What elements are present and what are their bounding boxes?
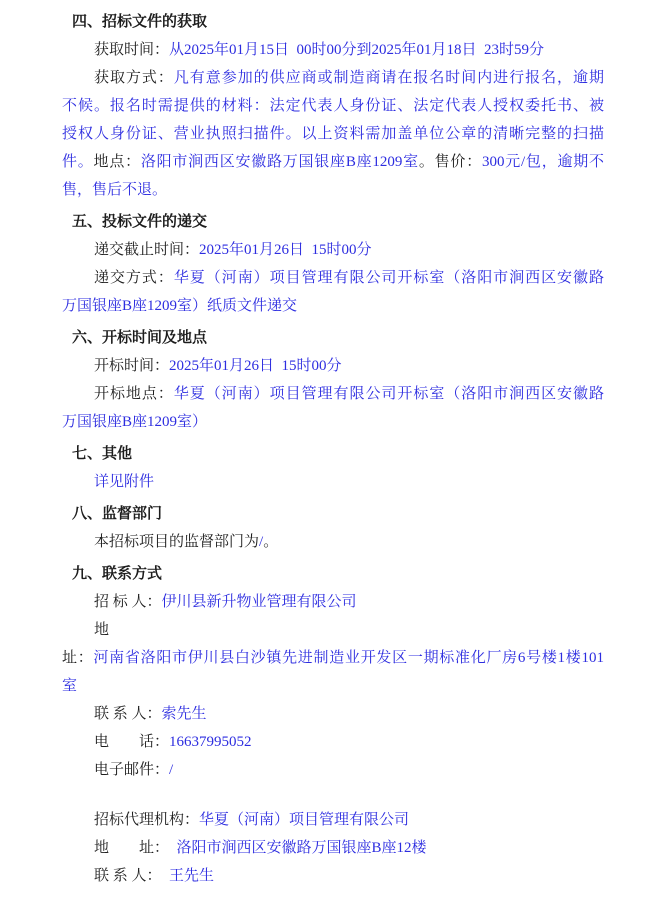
- field-value: 300元/包，逾期不: [481, 154, 604, 170]
- document-line: [62, 834, 604, 862]
- section-8-title: 八、监督部门: [72, 506, 163, 522]
- document-line: [62, 806, 604, 834]
- section-heading: [62, 8, 604, 36]
- field-label: 电子邮件：: [94, 762, 170, 778]
- section-heading: [62, 560, 604, 588]
- field-value: 室: [62, 678, 78, 694]
- field-value: 不候。报名时需提供的材料：法定代表人身份证、法定代表人授权委托书、被: [62, 98, 604, 114]
- section-7-title: 七、其他: [72, 446, 133, 462]
- tenderee-contact: 索先生: [161, 706, 207, 722]
- document-line: [62, 408, 604, 436]
- field-label: 。售价：: [418, 154, 482, 170]
- attachment-link[interactable]: 详见附件: [94, 474, 155, 490]
- section-heading: [62, 500, 604, 528]
- field-label: 址：: [62, 650, 94, 666]
- field-value: 华夏（河南）项目管理有限公司开标室（洛阳市涧西区安徽路: [173, 270, 604, 286]
- tenderee-email: /: [169, 762, 174, 778]
- section-6-title: 六、开标时间及地点: [72, 330, 208, 346]
- field-value: 售，售后不退。: [62, 182, 168, 198]
- agency-name: 华夏（河南）项目管理有限公司: [199, 812, 410, 828]
- section-heading: [62, 440, 604, 468]
- field-label: 递交截止时间：: [94, 242, 200, 258]
- field-value: /: [259, 534, 264, 550]
- field-value: 2025年01月26日 15时00分: [199, 242, 372, 258]
- field-label: 获取方式：: [94, 70, 174, 86]
- field-value: 件。: [62, 154, 94, 170]
- field-value: 授权人身份证、营业执照扫描件。以上资料需加盖单位公章的清晰完整的扫描: [62, 126, 604, 142]
- document-line: [62, 176, 604, 204]
- field-value: 华夏（河南）项目管理有限公司开标室（洛阳市涧西区安徽路: [173, 386, 604, 402]
- document-line: [62, 672, 604, 700]
- field-value: 万国银座B座1209室）纸质文件递交: [62, 298, 298, 314]
- field-label: 招 标 人：: [94, 594, 162, 610]
- document-line: [62, 292, 604, 320]
- field-label: 递交方式：: [94, 270, 174, 286]
- field-label: 。: [263, 534, 279, 550]
- field-label: 获取时间：: [94, 42, 170, 58]
- document-line: [62, 756, 604, 784]
- section-heading: [62, 208, 604, 236]
- document-line: [62, 36, 604, 64]
- document-line: [62, 862, 604, 890]
- section-5-title: 五、投标文件的递交: [72, 214, 208, 230]
- agency-contact: 王先生: [161, 868, 215, 884]
- field-label: 地点：: [93, 154, 141, 170]
- document-line: [62, 468, 604, 496]
- field-value: 万国银座B座1209室）: [62, 414, 208, 430]
- document-line: [62, 616, 604, 644]
- field-label: 本招标项目的监督部门为: [94, 534, 260, 550]
- field-label: 电 话：: [94, 734, 170, 750]
- agency-address: 洛阳市涧西区安徽路万国银座B座12楼: [169, 840, 427, 856]
- field-label: 招标代理机构：: [94, 812, 200, 828]
- field-value: 从2025年01月15日 00时00分到2025年01月18日 23时59分: [169, 42, 545, 58]
- document-line: [62, 264, 604, 292]
- field-label: 地: [94, 622, 110, 638]
- document-line: [62, 120, 604, 148]
- section-9-title: 九、联系方式: [72, 566, 163, 582]
- document-line: [62, 700, 604, 728]
- field-value: 2025年01月26日 15时00分: [169, 358, 342, 374]
- field-label: 联 系 人：: [94, 706, 162, 722]
- field-label: 开标时间：: [94, 358, 170, 374]
- field-label: 联 系 人：: [94, 868, 162, 884]
- field-label: 开标地点：: [94, 386, 174, 402]
- document-line: [62, 352, 604, 380]
- tenderee-address: 河南省洛阳市伊川县白沙镇先进制造业开发区一期标准化厂房6号楼1楼101: [93, 650, 604, 666]
- document-line: [62, 148, 604, 176]
- document-line: [62, 588, 604, 616]
- document-line: [62, 380, 604, 408]
- document-line: [62, 92, 604, 120]
- tenderee-phone: 16637995052: [169, 734, 252, 750]
- document-line: [62, 236, 604, 264]
- section-heading: [62, 324, 604, 352]
- document-line: [62, 64, 604, 92]
- document-body: [62, 8, 604, 890]
- field-value: 洛阳市涧西区安徽路万国银座B座1209室: [140, 154, 419, 170]
- section-4-title: 四、招标文件的获取: [72, 14, 208, 30]
- document-line: [62, 728, 604, 756]
- document-line: [62, 528, 604, 556]
- field-value: 凡有意参加的供应商或制造商请在报名时间内进行报名，逾期: [173, 70, 604, 86]
- document-line: [62, 644, 604, 672]
- field-label: 地 址：: [94, 840, 170, 856]
- tenderee-name: 伊川县新升物业管理有限公司: [161, 594, 357, 610]
